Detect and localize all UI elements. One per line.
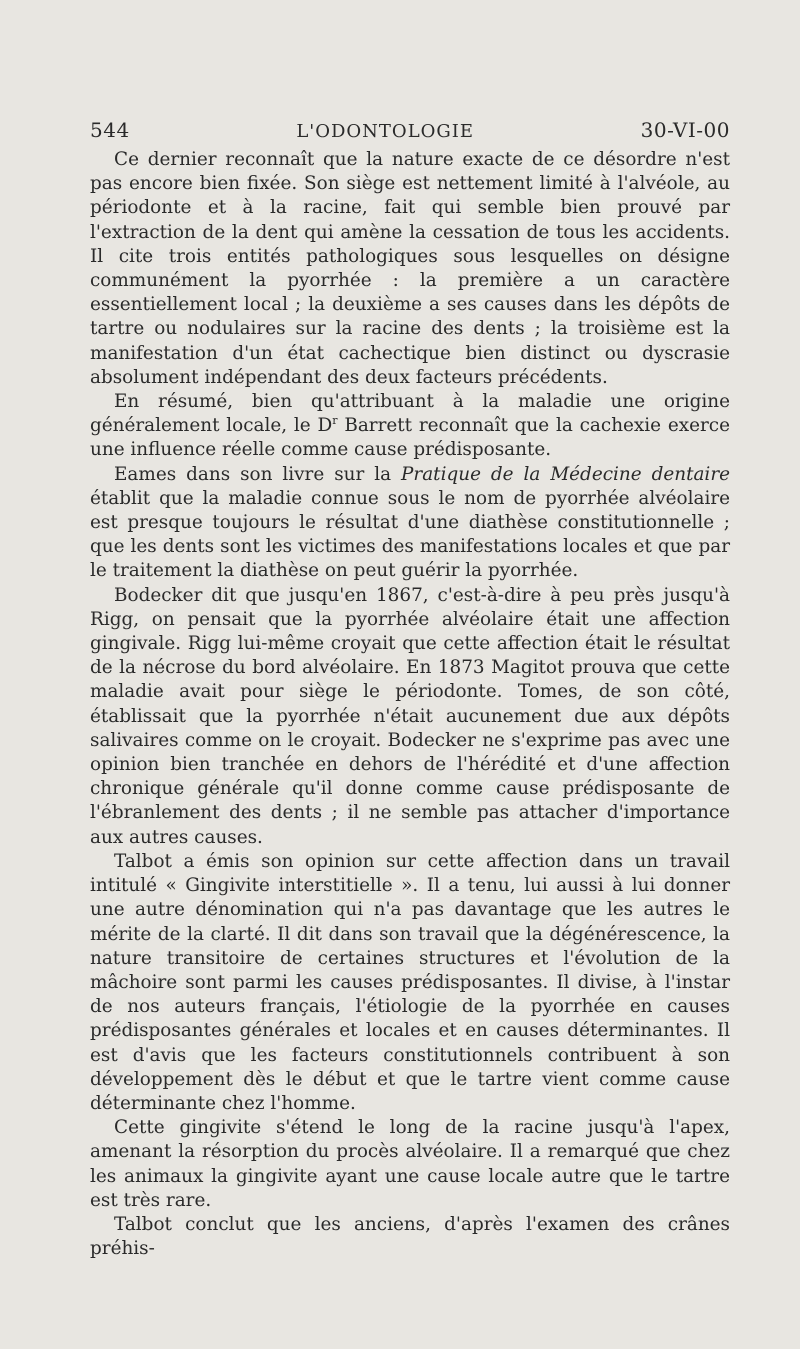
book-page xyxy=(90,118,730,1261)
paragraph: Ce dernier reconnaît que la nature exacte de ce désordre n'est pas encore bien fixée. Son siège est nettement limité à l'alvéole, au périodonte et à la racine, fait qui semble bien prouvé par l'extraction de la dent qui amène la cessation de tous les accidents. Il cite trois entités pathologiques sous lesquelles on désigne communément la pyorrhée : la première a un caractère essentiellement local ; la deuxième a ses causes dans les dépôts de tartre ou nodulaires sur la racine des dents ; la troisième est la manifestation d'un état cachectique bien distinct ou dyscrasie absolument indépendant des deux facteurs précédents. xyxy=(90,149,730,388)
running-header xyxy=(90,118,730,142)
paragraph: Talbot conclut que les anciens, d'après l'examen des crânes préhis- xyxy=(90,1213,730,1260)
body-text xyxy=(90,148,730,1261)
paragraph: Talbot a émis son opinion sur cette affection dans un travail intitulé « Gingivite interstitielle ». Il a tenu, lui aussi à lui donner une autre dénomination qui n'a pas davantage que les autres le mérite de la clarté. Il dit dans son travail que la dégénérescence, la nature transitoire de certaines structures et l'évolution de la mâchoire sont parmi les causes prédisposantes. Il divise, à l'instar de nos auteurs français, l'étiologie de la pyorrhée en causes prédisposantes générales et locales et en causes déterminantes. Il est d'avis que les facteurs constitutionnels contribuent à son développement dès le début et que le tartre vient comme cause déterminante chez l'homme. xyxy=(90,850,730,1114)
paragraph: Bodecker dit que jusqu'en 1867, c'est-à-dire à peu près jusqu'à Rigg, on pensait que la pyorrhée alvéolaire était une affection gingivale. Rigg lui-même croyait que cette affection était le résultat de la nécrose du bord alvéolaire. En 1873 Magitot prouva que cette maladie avait pour siège le périodonte. Tomes, de son côté, établissait que la pyorrhée n'était aucunement due aux dépôts salivaires comme on le croyait. Bodecker ne s'exprime pas avec une opinion bien tranchée en dehors de l'hérédité et d'une affection chronique générale qu'il donne comme cause prédisposante de l'ébranlement des dents ; il ne semble pas attacher d'importance aux autres causes. xyxy=(90,584,730,848)
paragraph: Eames dans son livre sur la Pratique de la Médecine dentaire établit que la maladie connue sous le nom de pyorrhée alvéolaire est presque toujours le résultat d'une diathèse constitutionnelle ; que les dents sont les victimes des manifestations locales et que par le traitement la diathèse on peut guérir la pyorrhée. xyxy=(90,463,730,582)
paragraph: Cette gingivite s'étend le long de la racine jusqu'à l'apex, amenant la résorption du procès alvéolaire. Il a remarqué que chez les animaux la gingivite ayant une cause locale autre que le tartre est très rare. xyxy=(90,1117,730,1211)
page-number: 544 xyxy=(90,118,130,142)
paragraph: En résumé, bien qu'attribuant à la maladie une origine généralement locale, le $D^r$ Barrett reconnaît que la cachexie exerce une influence réelle comme cause prédisposante. xyxy=(90,391,730,461)
book-title: Pratique de la Médecine dentaire xyxy=(401,463,730,485)
running-title: L'ODONTOLOGIE xyxy=(296,121,475,142)
issue-date: 30-VI-00 xyxy=(640,118,730,142)
